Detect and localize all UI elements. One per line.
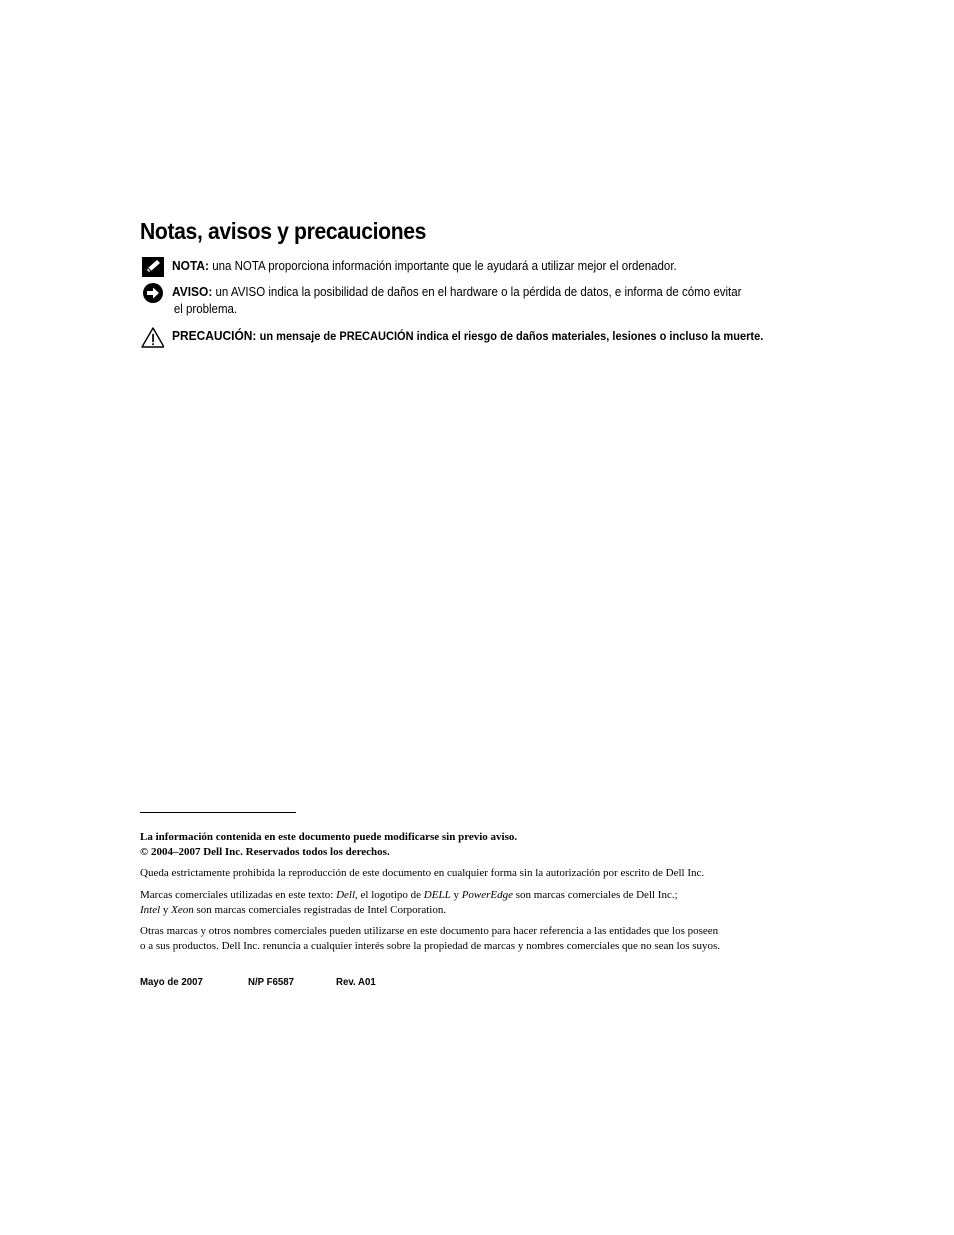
- other-marks-notice: [140, 924, 820, 954]
- trademarks-text: y: [450, 889, 462, 901]
- note-text: una NOTA proporciona información importante que le ayudará a utilizar mejor el ordenador.: [212, 259, 677, 273]
- arrow-circle-icon: [140, 283, 164, 305]
- part-number: N/P F6587: [248, 976, 295, 988]
- page-title: Notas, avisos y precauciones: [140, 218, 427, 244]
- caution-text: un mensaje de PRECAUCIÓN indica el riesgo de daños materiales, lesiones o incluso la muerte.: [259, 329, 764, 343]
- copyright-line: © 2004–2007 Dell Inc. Reservados todos los derechos.: [140, 846, 390, 858]
- notice-text-continued: el problema.: [173, 302, 238, 316]
- publication-date: Mayo de 2007: [140, 976, 203, 988]
- note-label: NOTA:: [172, 258, 209, 273]
- notice-text: un AVISO indica la posibilidad de daños en el hardware o la pérdida de datos, e informa de cómo evitar: [215, 285, 742, 299]
- footer-divider: [140, 812, 296, 813]
- caution-label: PRECAUCIÓN:: [172, 328, 257, 343]
- revision: Rev. A01: [336, 976, 376, 988]
- pencil-note-icon: [140, 257, 164, 279]
- legal-notice: [140, 830, 820, 860]
- trademarks-text: , el logotipo de: [355, 889, 424, 901]
- trademarks-notice: [140, 888, 820, 918]
- trademark-dell-logo: DELL: [423, 889, 451, 901]
- trademark-xeon: Xeon: [171, 904, 194, 916]
- notice-label: AVISO:: [172, 284, 213, 299]
- trademarks-prefix: Marcas comerciales utilizadas en este texto:: [140, 889, 337, 901]
- trademarks-text: son marcas comerciales de Dell Inc.;: [513, 889, 678, 901]
- trademarks-text: son marcas comerciales registradas de Intel Corporation.: [193, 904, 447, 916]
- reproduction-notice: [140, 866, 820, 881]
- other-marks-line: Otras marcas y otros nombres comerciales pueden utilizarse en este documento para hacer referencia a las entidades que los poseen: [140, 925, 719, 937]
- reproduction-text: Queda estrictamente prohibida la reproducción de este documento en cualquier forma sin la autorización por escrito de Dell Inc.: [140, 867, 705, 879]
- warning-triangle-icon: [140, 327, 164, 349]
- other-marks-line: o a sus productos. Dell Inc. renuncia a cualquier interés sobre la propiedad de marcas y nombres comerciales que no sean los suyos.: [140, 940, 721, 952]
- trademark-poweredge: PowerEdge: [461, 889, 514, 901]
- trademark-intel: Intel: [140, 904, 161, 916]
- legal-notice-line: La información contenida en este documento puede modificarse sin previo aviso.: [140, 831, 518, 843]
- trademarks-text: y: [160, 904, 172, 916]
- trademark-dell: Dell: [336, 889, 356, 901]
